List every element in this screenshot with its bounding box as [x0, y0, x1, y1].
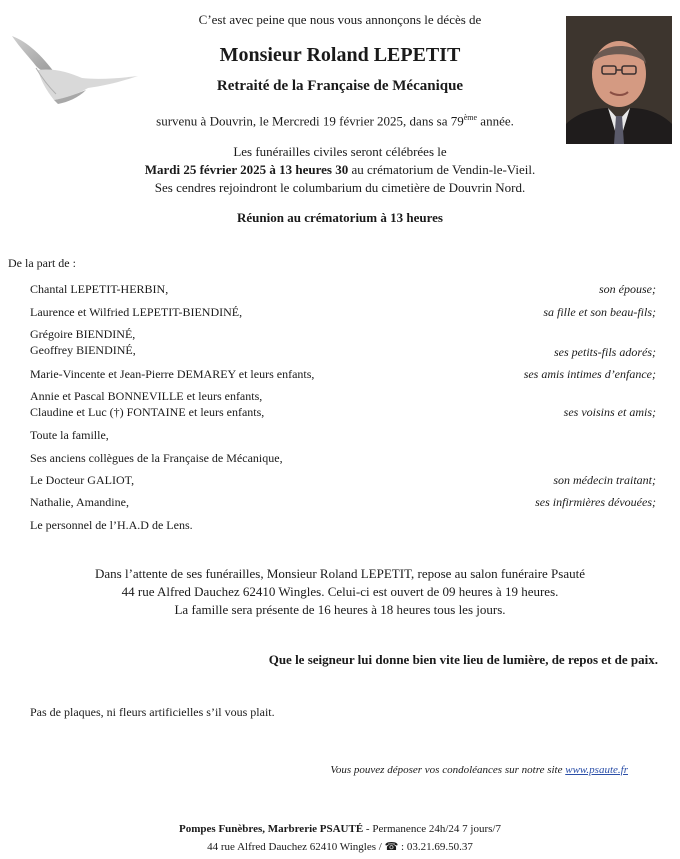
- condolences-line: Vous pouvez déposer vos condoléances sur notre site www.psaute.fr: [330, 764, 628, 776]
- relative-relation: ses amis intimes d’enfance;: [523, 367, 656, 381]
- relative-relation: ses petits-fils adorés;: [554, 345, 656, 359]
- relative-relation: ses infirmières dévouées;: [535, 495, 656, 509]
- prayer-line: Que le seigneur lui donne bien vite lieu de lumière, de repos et de paix.: [268, 652, 658, 667]
- relative-name: Laurence et Wilfried LEPETIT-BIENDINÉ,: [30, 305, 243, 319]
- footer-line-1: Pompes Funèbres, Marbrerie PSAUTÉ - Permanence 24h/24 7 jours/7: [179, 823, 501, 835]
- death-line: survenu à Douvrin, le Mercredi 19 février 2025, dans sa 79ème année.: [156, 113, 514, 129]
- phone-icon: ☎: [384, 841, 399, 853]
- relative-name: Toute la famille,: [30, 428, 109, 442]
- salon-line-1: Dans l’attente de ses funérailles, Monsieur Roland LEPETIT, repose au salon funéraire Psauté: [95, 566, 585, 581]
- company-name: Pompes Funèbres, Marbrerie PSAUTÉ: [179, 823, 364, 835]
- intro-text: C’est avec peine que nous vous annonçons le décès de: [198, 12, 482, 27]
- salon-line-3: La famille sera présente de 16 heures à 18 heures tous les jours.: [174, 602, 506, 617]
- relative-name: Claudine et Luc (†) FONTAINE et leurs enfants,: [30, 405, 265, 419]
- salon-line-2: 44 rue Alfred Dauchez 62410 Wingles. Celui-ci est ouvert de 09 heures à 19 heures.: [121, 584, 559, 599]
- relative-relation: ses voisins et amis;: [563, 405, 656, 419]
- funeral-line-2: Mardi 25 février 2025 à 13 heures 30 au crématorium de Vendin-le-Vieil.: [144, 162, 536, 177]
- no-flowers-note: Pas de plaques, ni fleurs artificielles s’il vous plait.: [30, 705, 275, 719]
- dove-icon: [8, 28, 146, 108]
- relative-relation: sa fille et son beau-fils;: [543, 305, 656, 319]
- relative-name: Grégoire BIENDINÉ,: [30, 327, 136, 341]
- relative-name: Le Docteur GALIOT,: [30, 473, 135, 487]
- website-link[interactable]: www.psaute.fr: [565, 764, 628, 776]
- relative-name: Nathalie, Amandine,: [30, 495, 129, 509]
- relative-name: Annie et Pascal BONNEVILLE et leurs enfants,: [30, 389, 263, 403]
- funeral-line-3: Ses cendres rejoindront le columbarium du cimetière de Douvrin Nord.: [154, 180, 526, 195]
- footer-line-2: 44 rue Alfred Dauchez 62410 Wingles / ☎ : 03.21.69.50.37: [207, 841, 473, 853]
- deceased-subtitle: Retraité de la Française de Mécanique: [216, 78, 464, 94]
- deceased-name: Monsieur Roland LEPETIT: [219, 44, 461, 66]
- relative-relation: son médecin traitant;: [553, 473, 656, 487]
- funeral-line-1: Les funérailles civiles seront célébrées le: [233, 144, 447, 159]
- relative-name: Le personnel de l’H.A.D de Lens.: [30, 518, 193, 532]
- relative-name: Geoffrey BIENDINÉ,: [30, 343, 136, 357]
- relative-relation: son épouse;: [599, 282, 656, 296]
- from-label: De la part de :: [8, 256, 76, 270]
- portrait-photo: [566, 16, 672, 144]
- reunion-line: Réunion au crématorium à 13 heures: [237, 210, 443, 225]
- relative-name: Marie-Vincente et Jean-Pierre DEMAREY et leurs enfants,: [30, 367, 315, 381]
- relative-name: Ses anciens collègues de la Française de Mécanique,: [30, 451, 283, 465]
- relative-name: Chantal LEPETIT-HERBIN,: [30, 282, 169, 296]
